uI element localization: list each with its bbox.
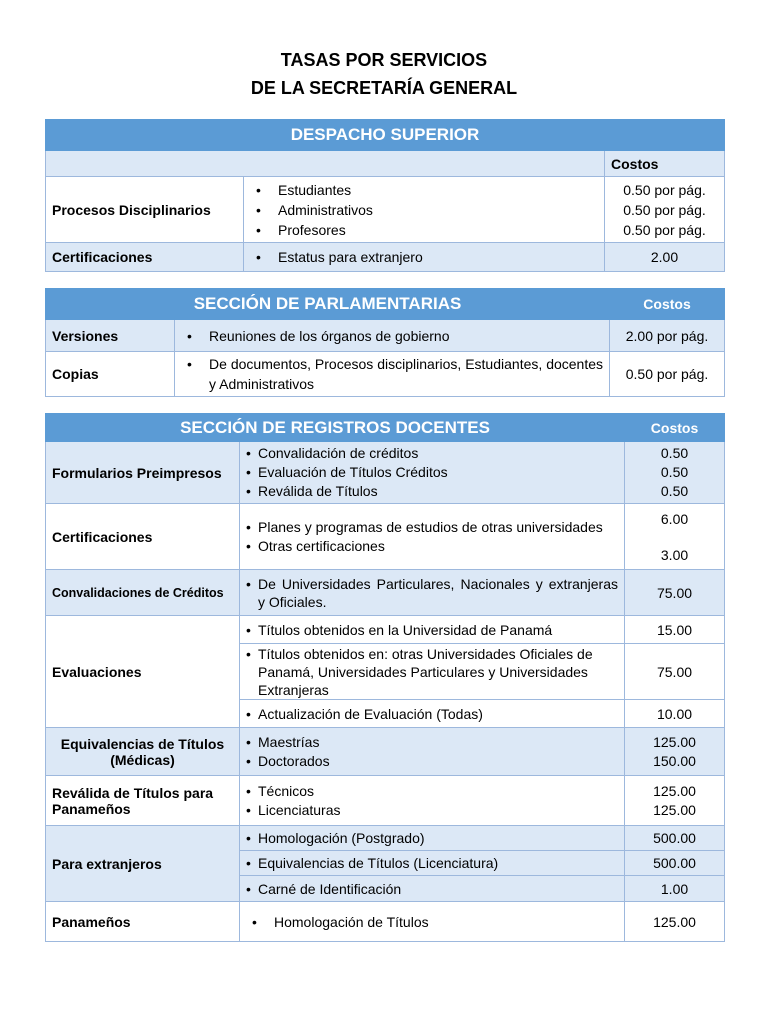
list-item: • De Universidades Particulares, Nacionales y extranjeras y Oficiales.	[246, 575, 618, 611]
para-extranjeros-label: Para extranjeros	[46, 826, 240, 902]
cost-value: 75.00	[625, 570, 725, 616]
copias-item-cell	[175, 352, 610, 397]
list-item: • Homologación de Títulos	[246, 912, 618, 932]
cost-value: 0.50 por pág.	[610, 352, 725, 397]
list-item: • Doctorados	[246, 752, 618, 771]
list-item: • Títulos obtenidos en: otras Universidades Oficiales de Panamá, Universidades Particulares y Universidades Extranjeras	[246, 645, 618, 699]
cost-value: 6.00	[660, 510, 689, 527]
equivalencias-label	[46, 728, 240, 776]
despacho-blank-cell	[46, 151, 605, 177]
equivalencias-label-line1: Equivalencias de Títulos	[60, 735, 225, 752]
list-item: • Reválida de Títulos	[246, 482, 618, 501]
evaluaciones-item-cell	[240, 644, 625, 700]
list-item: • Otras certificaciones	[246, 536, 618, 556]
cost-value: 0.50	[660, 464, 689, 480]
cost-value: 0.50 por pág.	[623, 221, 706, 238]
despacho-superior-table	[45, 119, 725, 272]
list-item: • Planes y programas de estudios de otras universidades	[246, 518, 618, 536]
cost-value: 0.50	[660, 483, 689, 499]
revalida-costs-cell	[625, 776, 725, 826]
evaluaciones-item-cell	[240, 700, 625, 728]
certificaciones-docentes-label: Certificaciones	[46, 504, 240, 570]
cost-value: 15.00	[625, 616, 725, 644]
revalida-label-line2: Panameños	[52, 800, 131, 817]
formularios-label: Formularios Preimpresos	[46, 442, 240, 504]
cost-value: 500.00	[625, 826, 725, 851]
convalidaciones-item-cell	[240, 570, 625, 616]
cost-value: 75.00	[625, 644, 725, 700]
certificaciones-costs-cell	[625, 504, 725, 570]
list-item: • Reuniones de los órganos de gobierno	[181, 326, 603, 346]
list-item: • Convalidación de créditos	[246, 444, 618, 463]
parlamentarias-header: SECCIÓN DE PARLAMENTARIAS	[46, 289, 610, 320]
cost-value: 125.00	[653, 801, 696, 818]
panamenos-label: Panameños	[46, 902, 240, 942]
list-item: • Estudiantes	[250, 180, 598, 200]
revalida-label	[46, 776, 240, 826]
procesos-items-cell	[244, 177, 605, 243]
list-item: • Profesores	[250, 220, 598, 240]
list-item: • Maestrías	[246, 733, 618, 752]
certificaciones-items-cell	[240, 504, 625, 570]
cost-value: 0.50 por pág.	[623, 181, 706, 198]
cost-value: 125.00	[653, 733, 696, 750]
certificaciones-items-cell	[244, 243, 605, 272]
despacho-costs-label: Costos	[605, 151, 725, 177]
extranjeros-item-cell	[240, 851, 625, 876]
revalida-label-line1: Reválida de Títulos para	[52, 784, 214, 801]
revalida-items-cell	[240, 776, 625, 826]
document-title-line1: TASAS POR SERVICIOS	[280, 50, 488, 70]
cost-value: 3.00	[660, 546, 689, 563]
cost-value: 150.00	[653, 752, 696, 769]
formularios-items-cell	[240, 442, 625, 504]
list-item: • De documentos, Procesos disciplinarios, Estudiantes, docentes y Administrativos	[181, 354, 603, 394]
document-title-line2: DE LA SECRETARÍA GENERAL	[250, 78, 518, 98]
cost-value: 0.50	[660, 445, 689, 461]
cost-value: 125.00	[653, 782, 696, 799]
list-item: • Carné de Identificación	[246, 879, 618, 899]
registros-docentes-table	[45, 413, 725, 942]
despacho-header: DESPACHO SUPERIOR	[46, 120, 725, 151]
versiones-item-cell	[175, 320, 610, 352]
list-item: • Estatus para extranjero	[250, 247, 598, 267]
list-item: • Administrativos	[250, 200, 598, 220]
list-item: • Técnicos	[246, 782, 618, 801]
cost-value: 1.00	[625, 876, 725, 902]
panamenos-item-cell	[240, 902, 625, 942]
evaluaciones-label: Evaluaciones	[46, 616, 240, 728]
list-item: • Actualización de Evaluación (Todas)	[246, 704, 618, 724]
cost-value: 2.00	[605, 243, 725, 272]
cost-value: 2.00 por pág.	[610, 320, 725, 352]
equivalencias-costs-cell	[625, 728, 725, 776]
cost-value: 500.00	[625, 851, 725, 876]
registros-header: SECCIÓN DE REGISTROS DOCENTES	[46, 414, 625, 442]
equivalencias-label-line2: (Médicas)	[110, 751, 175, 768]
cost-value: 125.00	[625, 902, 725, 942]
list-item: • Títulos obtenidos en la Universidad de Panamá	[246, 620, 618, 640]
registros-costs-label: Costos	[625, 414, 725, 442]
formularios-costs-cell	[625, 442, 725, 504]
procesos-costs-cell	[605, 177, 725, 243]
evaluaciones-item-cell	[240, 616, 625, 644]
extranjeros-item-cell	[240, 826, 625, 851]
cost-value: 0.50 por pág.	[623, 201, 706, 218]
versiones-label: Versiones	[46, 320, 175, 352]
extranjeros-item-cell	[240, 876, 625, 902]
list-item: • Homologación (Postgrado)	[246, 828, 618, 848]
list-item: • Evaluación de Títulos Créditos	[246, 463, 618, 482]
parlamentarias-table	[45, 288, 725, 397]
list-item: • Equivalencias de Títulos (Licenciatura)	[246, 853, 618, 873]
procesos-disciplinarios-label: Procesos Disciplinarios	[46, 177, 244, 243]
cost-value: 10.00	[625, 700, 725, 728]
convalidaciones-label: Convalidaciones de Créditos	[46, 570, 240, 616]
list-item: • Licenciaturas	[246, 801, 618, 820]
equivalencias-items-cell	[240, 728, 625, 776]
copias-label: Copias	[46, 352, 175, 397]
parlamentarias-costs-label: Costos	[610, 289, 725, 320]
certificaciones-label: Certificaciones	[46, 243, 244, 272]
